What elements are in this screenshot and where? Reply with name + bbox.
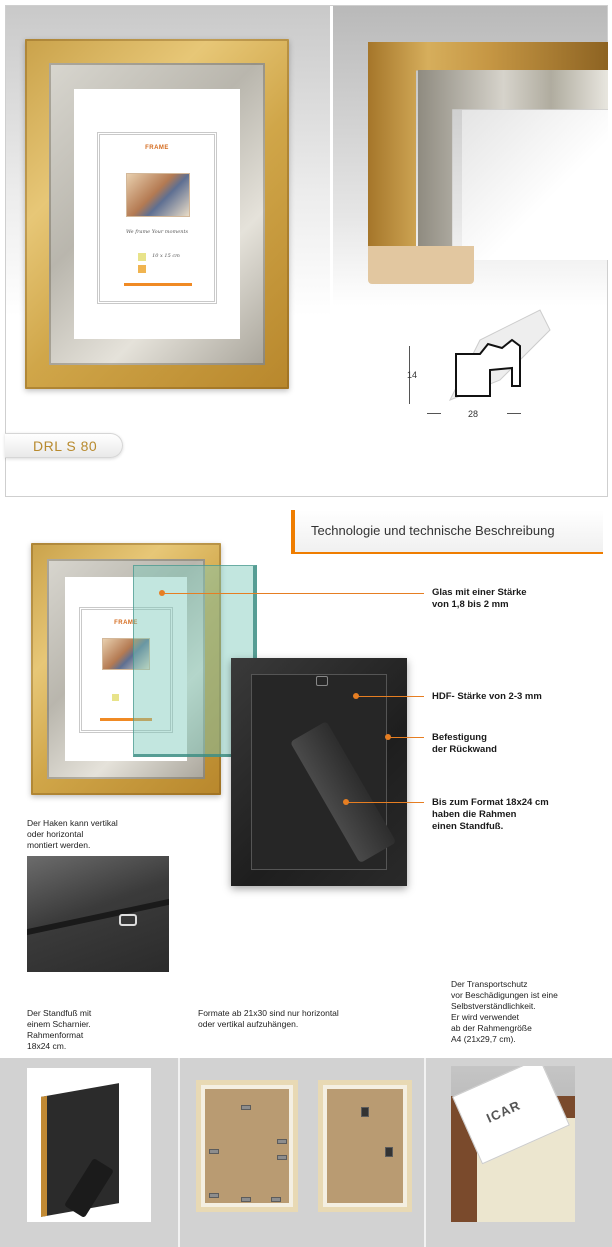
callout-fastening [432,732,497,756]
clip-icon [241,1105,251,1110]
frame-front-image [25,39,289,389]
hook-caption-line2: oder horizontal [27,829,84,839]
transport-caption [451,979,558,1045]
insert-script: We frame Your moments [125,229,189,235]
transport-caption-line3: Selbstverständlichkeit. [451,1001,536,1011]
insert-size-tag-2 [138,265,146,273]
transport-caption-line2: vor Beschädigungen ist eine [451,990,558,1000]
callout-fastening-line2: der Rückwand [432,744,497,755]
stand-caption [27,1008,91,1052]
section-title-bar [291,510,603,554]
frame-corner-wood-core [368,246,474,284]
strip-separator [178,1058,180,1247]
clip-icon [361,1107,369,1117]
hook-caption-line3: montiert werden. [27,840,91,850]
callout-line-glass [162,593,424,594]
callout-glass-line2: von 1,8 bis 2 mm [432,599,509,610]
hook-photo-edge [27,899,169,935]
insert-size: 10 x 15 cm [152,253,180,259]
back-vertical-photo [196,1080,298,1212]
callout-stand-line2: haben die Rahmen [432,809,517,820]
insert-orange-bar [124,283,192,286]
clip-icon [271,1197,281,1202]
insert-brand: FRAME [114,620,138,626]
insert-photo [126,173,190,217]
clip-icon [385,1147,393,1157]
stand-caption-line1: Der Standfuß mit [27,1008,92,1018]
section-title: Technologie und technische Beschreibung [311,523,555,538]
transport-caption-line5: ab der Rahmengröße [451,1023,532,1033]
callout-stand-line1: Bis zum Format 18x24 cm [432,797,549,808]
stand-hinge-photo [27,1068,151,1222]
insert-brand: FRAME [145,145,169,151]
protector-label: ICAR [484,1097,523,1126]
profile-height: 14 [407,370,418,380]
formats-caption-line2: oder vertikal aufzuhängen. [198,1019,299,1029]
stand-caption-line2: einem Scharnier. [27,1019,91,1029]
callout-line-fastening [388,737,424,738]
panel-divider [331,6,333,306]
callout-glass [432,587,527,611]
profile-width-line-left [427,413,441,414]
hook-caption-line1: Der Haken kann vertikal [27,818,118,828]
profile-section-drawing [440,300,560,410]
stand-caption-line4: 18x24 cm. [27,1041,67,1051]
clip-icon [209,1149,219,1154]
callout-line-stand [346,802,424,803]
clip-icon [241,1197,251,1202]
callout-stand-line3: einen Standfuß. [432,821,504,832]
profile-width: 28 [468,409,479,419]
model-name-badge [5,433,123,458]
callout-glass-line1: Glas mit einer Stärke [432,587,527,598]
hook-icon [119,914,137,926]
clip-icon [277,1155,287,1160]
transport-caption-line4: Er wird verwendet [451,1012,520,1022]
back-horizontal-photo [318,1080,412,1212]
formats-caption-line1: Formate ab 21x30 sind nur horizontal [198,1008,339,1018]
transport-caption-line1: Der Transportschutz [451,979,528,989]
stand-caption-line3: Rahmenformat [27,1030,84,1040]
formats-caption [198,1008,339,1030]
callout-hdf-line1: HDF- Stärke von 2-3 mm [432,691,542,702]
frame-corner-glass [462,110,608,260]
hook-caption [27,818,118,851]
clip-icon [277,1139,287,1144]
insert-size-tag [112,694,119,701]
sample-insert-card [97,132,217,304]
hook-detail-photo [27,856,169,972]
callout-line-hdf [356,696,424,697]
callout-hdf [432,691,542,703]
model-name: DRL S 80 [33,438,98,454]
callout-stand [432,797,549,833]
clip-icon [209,1193,219,1198]
transport-caption-line6: A4 (21x29,7 cm). [451,1034,516,1044]
profile-width-line-right [507,413,521,414]
strip-separator [424,1058,426,1247]
back-hook [316,676,328,686]
transport-protector-photo [451,1066,575,1222]
callout-fastening-line1: Befestigung [432,732,487,743]
